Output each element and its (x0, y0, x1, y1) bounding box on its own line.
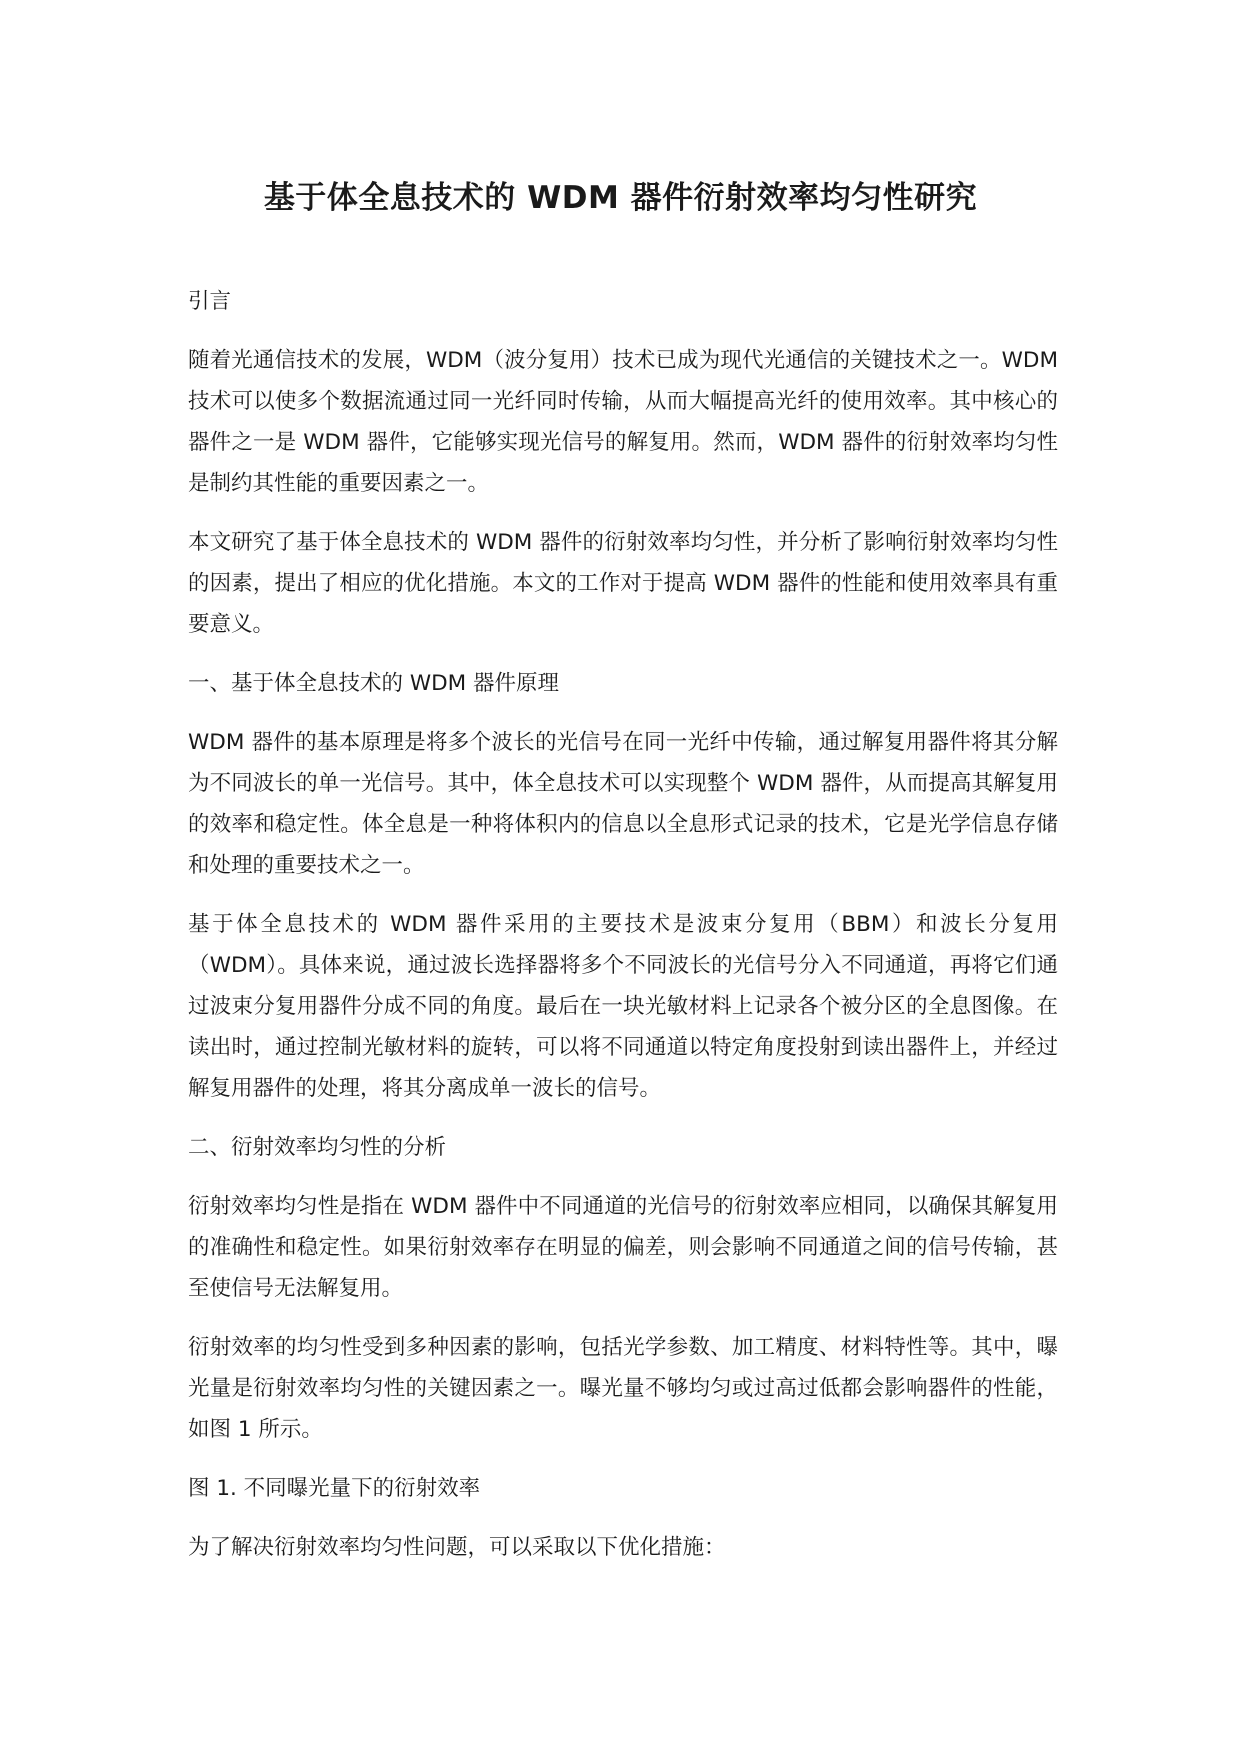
section-1-paragraph-1: WDM 器件的基本原理是将多个波长的光信号在同一光纤中传输，通过解复用器件将其分解为不同波长的单一光信号。其中，体全息技术可以实现整个 WDM 器件，从而提高其解复用的效率和稳定性。体全息是一种将体积内的信息以全息形式记录的技术，它是光学信息存储和处理的重要技术之一。 (188, 730, 1058, 878)
section-2-paragraph-3: 为了解决衍射效率均匀性问题，可以采取以下优化措施： (188, 1535, 726, 1560)
section-1-paragraph-2: 基于体全息技术的 WDM 器件采用的主要技术是波束分复用（BBM）和波长分复用（WDM）。具体来说，通过波长选择器将多个不同波长的光信号分入不同通道，再将它们通过波束分复用器件分成不同的角度。最后在一块光敏材料上记录各个被分区的全息图像。在读出时，通过控制光敏材料的旋转，可以将不同通道以特定角度投射到读出器件上，并经过解复用器件的处理，将其分离成单一波长的信号。 (188, 912, 1058, 1101)
section-2-paragraph-1: 衍射效率均匀性是指在 WDM 器件中不同通道的光信号的衍射效率应相同，以确保其解复用的准确性和稳定性。如果衍射效率存在明显的偏差，则会影响不同通道之间的信号传输，甚至使信号无法解复用。 (188, 1194, 1058, 1301)
intro-heading: 引言 (188, 289, 232, 314)
section-2-heading: 二、衍射效率均匀性的分析 (188, 1135, 447, 1160)
section-2-paragraph-2: 衍射效率的均匀性受到多种因素的影响，包括光学参数、加工精度、材料特性等。其中，曝光量是衍射效率均匀性的关键因素之一。曝光量不够均匀或过高过低都会影响器件的性能，如图 1 所示。 (188, 1335, 1058, 1442)
intro-paragraph-2: 本文研究了基于体全息技术的 WDM 器件的衍射效率均匀性，并分析了影响衍射效率均匀性的因素，提出了相应的优化措施。本文的工作对于提高 WDM 器件的性能和使用效率具有重要意义。 (188, 530, 1058, 637)
document-body (188, 281, 1058, 1586)
document-title: 基于体全息技术的 WDM 器件衍射效率均匀性研究 (263, 180, 978, 216)
section-1-heading: 一、基于体全息技术的 WDM 器件原理 (188, 671, 560, 696)
figure-1-caption: 图 1. 不同曝光量下的衍射效率 (188, 1476, 481, 1501)
intro-paragraph-1: 随着光通信技术的发展，WDM（波分复用）技术已成为现代光通信的关键技术之一。WDM 技术可以使多个数据流通过同一光纤同时传输，从而大幅提高光纤的使用效率。其中核心的器件之一是 WDM 器件，它能够实现光信号的解复用。然而，WDM 器件的衍射效率均匀性是制约其性能的重要因素之一。 (188, 348, 1058, 496)
